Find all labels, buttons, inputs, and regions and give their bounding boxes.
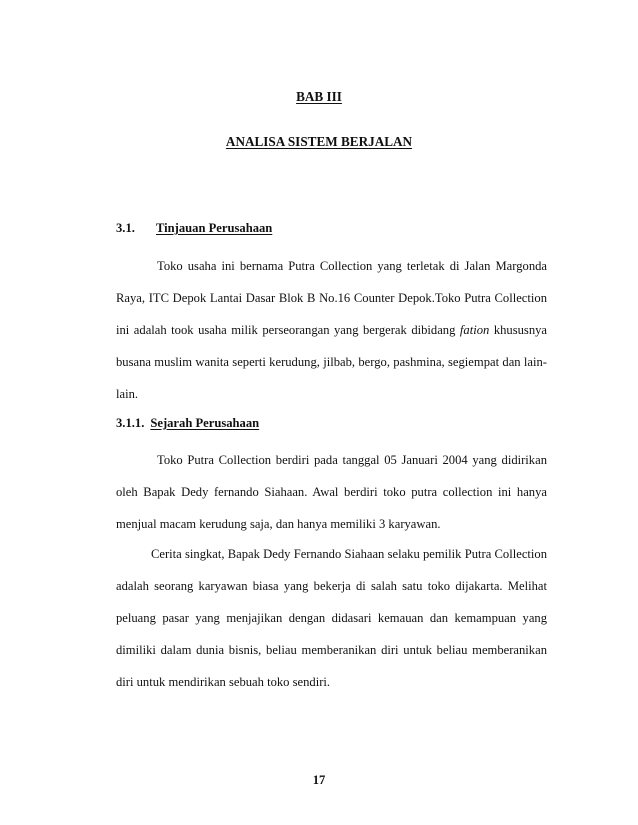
paragraph-sejarah-2 [116,546,547,706]
section-number: 3.1. [116,221,135,235]
chapter-title: ANALISA SISTEM BERJALAN [225,134,413,149]
paragraph-line: Raya, ITC Depok Lantai Dasar Blok B No.16 Counter Depok.Toko Putra Collection [116,291,547,305]
paragraph-sejarah-1 [116,452,547,548]
paragraph-line: Toko usaha ini bernama Putra Collection yang terletak di Jalan Margonda [157,259,547,273]
paragraph-line: lain. [116,387,139,401]
section-title: Tinjauan Perusahaan [156,221,273,235]
paragraph-line: dimiliki dalam dunia bisnis, beliau memberanikan diri untuk beliau memberanikan [116,643,547,657]
section-number: 3.1.1. [116,416,145,430]
paragraph-tinjauan [116,258,547,418]
page-number: 17 [312,773,326,787]
section-heading-3-1-1 [116,416,259,431]
paragraph-line: Toko Putra Collection berdiri pada tanggal 05 Januari 2004 yang didirikan [157,453,547,467]
paragraph-line: diri untuk mendirikan sebuah toko sendiri. [116,675,331,689]
paragraph-text: ini adalah took usaha milik perseorangan yang bergerak dibidang [116,323,460,337]
paragraph-line: busana muslim wanita seperti kerudung, jilbab, bergo, pashmina, segiempat dan lain- [116,355,547,369]
paragraph-line [116,322,547,354]
italic-term: fation [459,323,490,337]
paragraph-line: Cerita singkat, Bapak Dedy Fernando Siahaan selaku pemilik Putra Collection [151,547,547,561]
paragraph-line: menjual macam kerudung saja, dan hanya memiliki 3 karyawan. [116,517,441,531]
paragraph-line: oleh Bapak Dedy fernando Siahaan. Awal berdiri toko putra collection ini hanya [116,485,547,499]
chapter-heading: BAB III [296,89,342,104]
paragraph-text: khususnya [489,323,547,337]
paragraph-line: adalah seorang karyawan biasa yang bekerja di salah satu toko dijakarta. Melihat [116,579,547,593]
section-heading-3-1 [116,221,272,236]
paragraph-line: peluang pasar yang menjajikan dengan didasari kemauan dan kemampuan yang [116,611,547,625]
section-title: Sejarah Perusahaan [150,416,260,430]
